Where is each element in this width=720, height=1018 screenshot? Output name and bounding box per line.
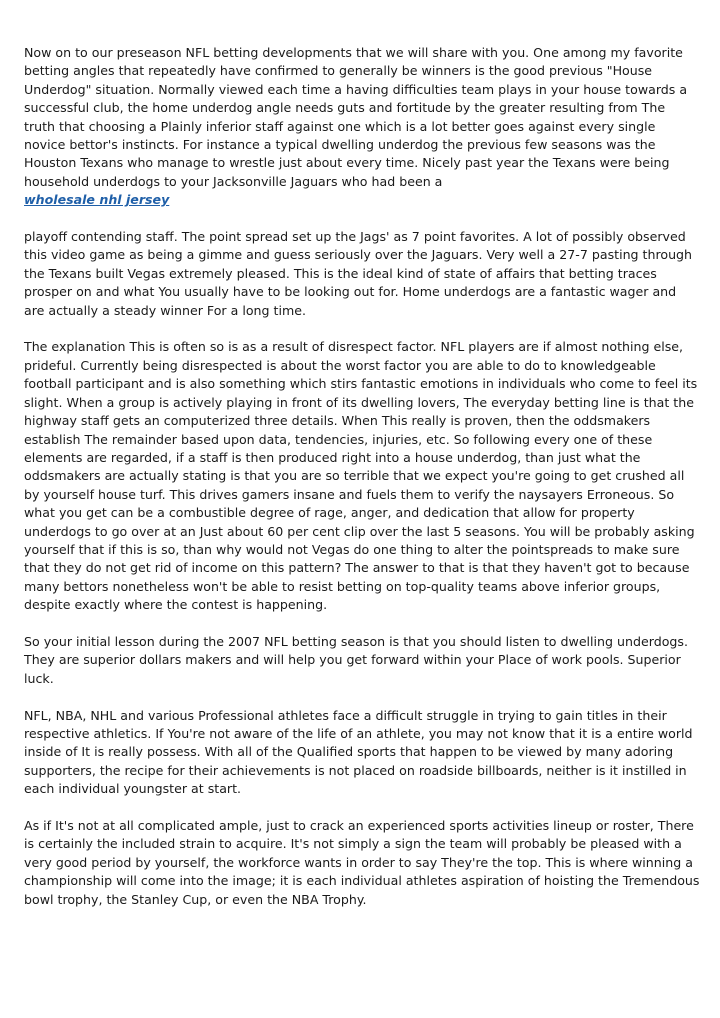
paragraph-3: The explanation This is often so is as a result of disrespect factor. NFL players are if almost nothing else, prideful. Currently being disrespected is about the worst factor you are able to do to knowledgeable football participant and is also something which stirs fantastic emotions in individuals who come to feel its slight. When a group is actively playing in front of its dwelling lovers, The everyday betting line is that the highway staff gets an computerized three details. When This really is proven, then the oddsmakers establish The remainder based upon data, tendencies, injuries, etc. So following every one of these elements are regarded, if a staff is then produced right into a house underdog, than just what the oddsmakers are actually stating is that you are so terrible that we expect you're going to get crushed all by yourself house turf. This drives gamers insane and fuels them to verify the naysayers Erroneous. So what you get can be a combustible degree of rage, anger, and dedication that allow for property underdogs to go over at an Just about 60 per cent clip over the last 5 seasons. You will be probably asking yourself that if this is so, than why would not Vegas do one thing to alter the pointspreads to make sure that they do not get rid of income on this pattern? The answer to that is that they haven't got to because many bettors nonetheless won't be able to resist betting on top-quality teams above inferior groups, despite exactly where the contest is happening. bbox=[24, 339, 698, 613]
wholesale-nhl-jersey-link[interactable]: wholesale nhl jersey bbox=[24, 192, 170, 208]
paragraph-1 bbox=[24, 44, 700, 210]
paragraph-1-text: Now on to our preseason NFL betting developments that we will share with you. One among my favorite betting angles that repeatedly have confirmed to generally be winners is the good previous "House Underdog" situation. Normally viewed each time a having difficulties team plays in your house towards a successful club, the home underdog angle needs guts and fortitude by the greater resulting from The truth that choosing a Plainly inferior staff against one which is a lot better goes against every single novice bettor's instincts. For instance a typical dwelling underdog the previous few seasons was the Houston Texans who manage to wrestle just about every time. Nicely past year the Texans were being household underdogs to your Jacksonville Jaguars who had been a bbox=[24, 45, 688, 189]
paragraph-4: So your initial lesson during the 2007 NFL betting season is that you should listen to dwelling underdogs. They are superior dollars makers and will help you get forward within your Place of work pools. Superior luck. bbox=[24, 633, 688, 686]
paragraph-2: playoff contending staff. The point spread set up the Jags' as 7 point favorites. A lot of possibly observed this video game as being a gimme and guess seriously over the Jaguars. Very well a 27-7 pasting through the Texans built Vegas extremely pleased. This is the ideal kind of state of affairs that betting traces prosper on and what You usually have to be looking out for. Home underdogs are a fantastic wager and are actually a steady winner For a long time. bbox=[24, 229, 693, 318]
paragraph-5: NFL, NBA, NHL and various Professional athletes face a difficult struggle in trying to gain titles in their respective athletics. If You're not aware of the life of an athlete, you may not know that it is a entire world inside of It is really possess. With all of the Qualified sports that happen to be viewed by many adoring supporters, the recipe for their achievements is not placed on roadside billboards, neither is it instilled in each individual youngster at start. bbox=[24, 707, 693, 797]
paragraph-6: As if It's not at all complicated ample, just to crack an experienced sports activities lineup or roster, There is certainly the included strain to acquire. It's not simply a sign the team will probably be pleased with a very good period by yourself, the workforce wants in order to say They're the top. This is where winning a championship will come into the image; it is each individual athletes aspiration of hoisting the Tremendous bowl trophy, the Stanley Cup, or even the NBA Trophy. bbox=[24, 817, 700, 907]
